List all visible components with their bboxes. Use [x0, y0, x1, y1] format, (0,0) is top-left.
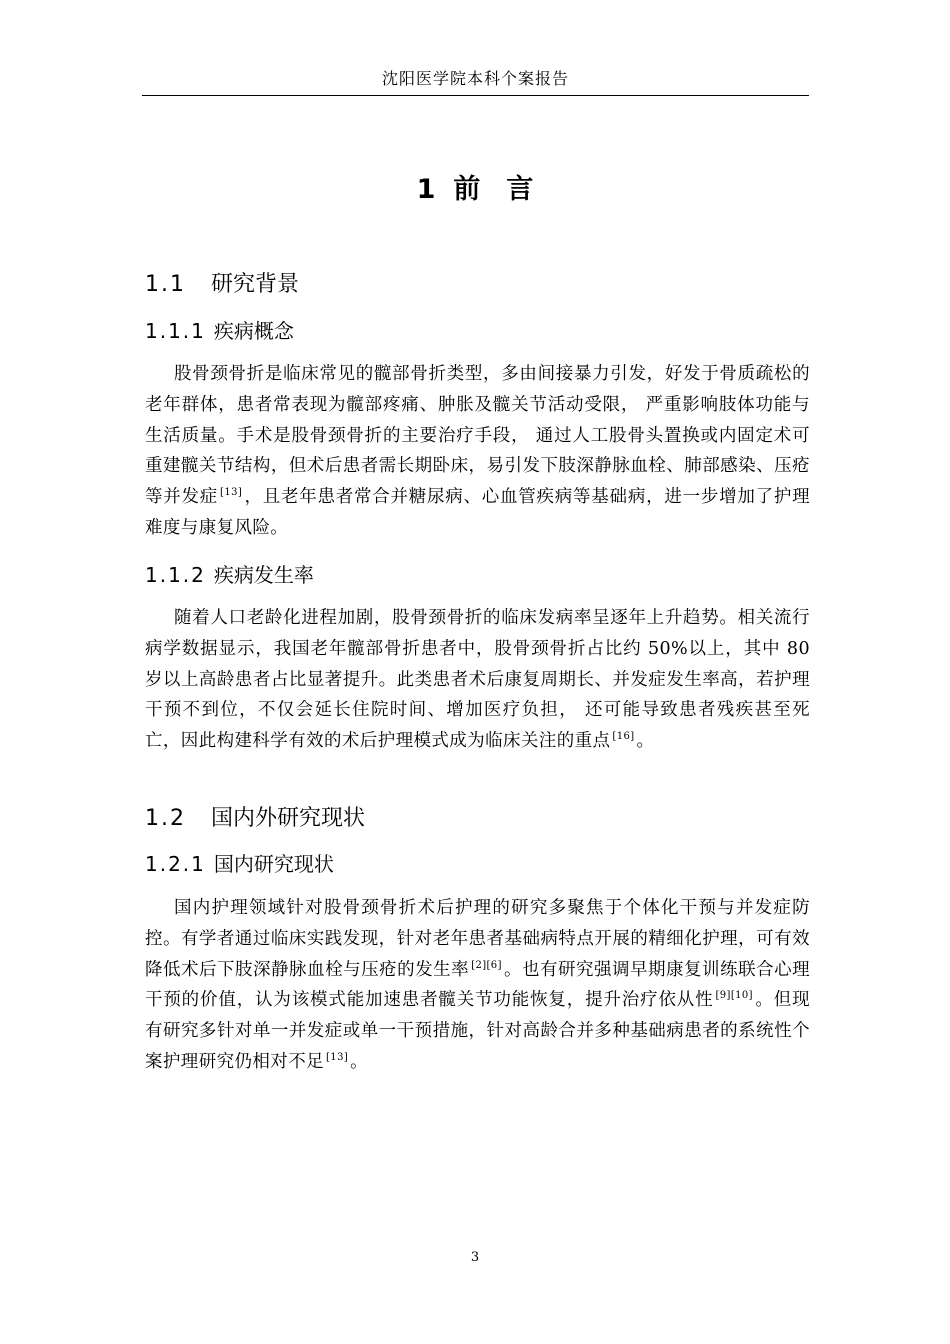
page-number: 3 [470, 1250, 480, 1265]
paragraph-text: 。 [636, 731, 655, 752]
paragraph-text: 国内护理领域针对股骨颈骨折术后护理的研究多聚焦于个体化干预与并发症防控。有学者通过临床实践发现，针对老年患者基础病特点开展的精细化护理，可有效降低术后下肢深静脉血栓与压疮的发生率 [145, 898, 810, 980]
paragraph-disease-concept [145, 359, 810, 544]
paragraph-text: 。也有研究强调早期康复训练联合心理干预的价值，认为该模式能加速患者髋关节功能恢复，提升治疗依从性 [145, 959, 810, 1011]
chapter-title [0, 170, 950, 210]
subsection-title: 国内研究现状 [213, 852, 334, 876]
page-header [142, 66, 809, 96]
chapter-title-char-2: 言 [506, 174, 534, 205]
section-heading-1-2 [145, 803, 365, 835]
paragraph-text: 。但现有研究多针对单一并发症或单一干预措施，针对高龄合并多种基础病患者的系统性个案护理研究仍相对不足 [145, 990, 810, 1072]
paragraph-text: 。 [350, 1051, 369, 1072]
section-title: 研究背景 [211, 272, 300, 297]
citation: [16] [612, 731, 635, 743]
subsection-number: 1.1.1 [145, 319, 206, 343]
subsection-heading-1-2-1 [145, 849, 334, 879]
citation: [2][6] [471, 959, 502, 971]
section-heading-1-1 [145, 269, 299, 301]
paragraph-text: ，且老年患者常合并糖尿病、心血管疾病等基础病，进一步增加了护理难度与康复风险。 [145, 487, 810, 538]
paragraph-domestic-research [145, 893, 810, 1078]
citation: [13] [326, 1051, 349, 1063]
header-title: 沈阳医学院本科个案报告 [381, 69, 569, 88]
chapter-title-char-1: 前 [453, 174, 481, 205]
citation: [9][10] [715, 990, 753, 1002]
paragraph-text: 股骨颈骨折是临床常见的髋部骨折类型，多由间接暴力引发，好发于骨质疏松的老年群体，患者常表现为髋部疼痛、肿胀及髋关节活动受限， 严重影响肢体功能与生活质量。手术是股骨颈骨折的主要治疗手段， 通过人工股骨头置换或内固定术可重建髋关节结构，但术后患者需长期卧床，易引发下肢深静脉血栓、肺部感染、压疮等并发症 [145, 364, 810, 508]
subsection-title: 疾病发生率 [213, 563, 314, 587]
subsection-title: 疾病概念 [213, 319, 294, 343]
paragraph-incidence [145, 603, 810, 757]
subsection-number: 1.2.1 [145, 852, 206, 876]
subsection-number: 1.1.2 [145, 563, 206, 587]
chapter-number: 1 [416, 174, 436, 205]
section-number: 1.2 [145, 806, 186, 831]
section-number: 1.1 [145, 272, 186, 297]
paragraph-text: 随着人口老龄化进程加剧，股骨颈骨折的临床发病率呈逐年上升趋势。相关流行病学数据显示，我国老年髋部骨折患者中，股骨颈骨折占比约 50%以上，其中 80 岁以上高龄患者占比显著提升。此类患者术后康复周期长、并发症发生率高，若护理干预不到位，不仅会延长住院时间、增加医疗负担， 还可能导致患者残疾甚至死亡，因此构建科学有效的术后护理模式成为临床关注的重点 [145, 608, 810, 752]
subsection-heading-1-1-1 [145, 316, 294, 346]
citation: [13] [220, 487, 243, 499]
subsection-heading-1-1-2 [145, 560, 314, 590]
section-title: 国内外研究现状 [211, 806, 366, 831]
